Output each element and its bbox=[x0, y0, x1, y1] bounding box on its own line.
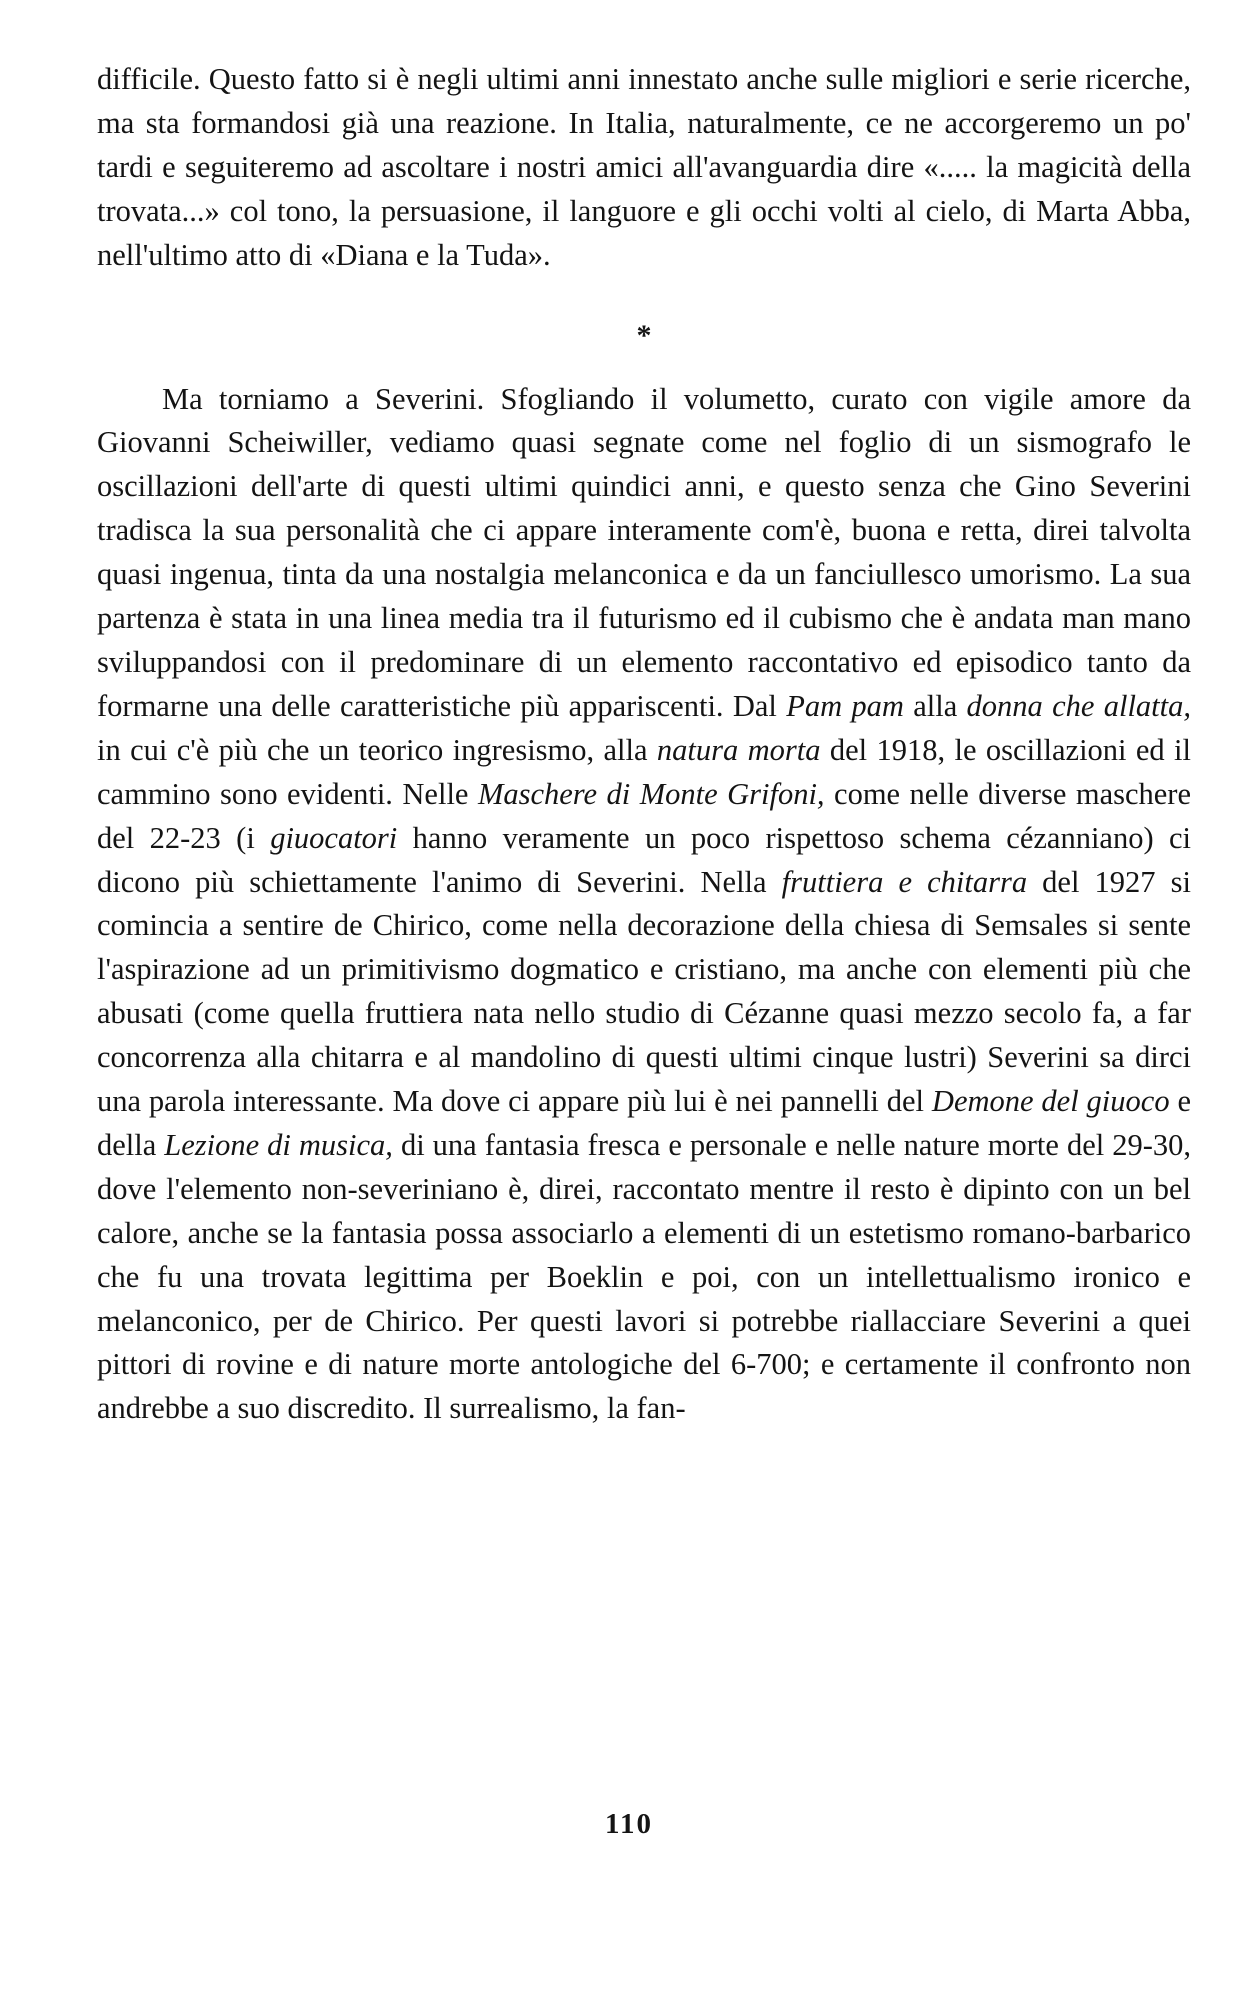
text-run: alla bbox=[903, 688, 967, 723]
artwork-title: Demone del giuoco bbox=[931, 1084, 1170, 1119]
paragraph-1: difficile. Questo fatto si è negli ultimi anni innestato anche sulle migliori e serie ricerche, ma sta formandosi già una reazione. In Italia, naturalmente, ce ne accorgeremo un po' tardi e seguiteremo ad ascoltare i nostri amici all'avanguardia dire «..... la magicità della trovata...» col tono, la persuasione, il languore e gli occhi volti al cielo, di Marta Abba, nell'ultimo atto di «Diana e la Tuda». bbox=[97, 62, 1191, 272]
page-number: 110 bbox=[605, 1808, 653, 1840]
artwork-title: Lezione di musica, bbox=[164, 1127, 393, 1162]
text-run: del 1918, le oscillazioni ed il cammino sono evidenti. Nelle bbox=[97, 732, 1191, 811]
artwork-title: natura morta bbox=[656, 732, 821, 767]
artwork-title: Pam pam bbox=[786, 688, 904, 723]
section-separator: * bbox=[636, 318, 652, 352]
text-run: Ma torniamo a Severini. Sfogliando il volumetto, curato con vigile amore da Giovanni Scheiwiller, vediamo quasi segnate come nel foglio di un sismografo le oscillazioni dell'arte di questi ultimi quindici anni, e questo senza che Gino Severini tradisca la sua personalità che ci appare interamente com'è, buona e retta, direi talvolta quasi ingenua, tinta da una nostalgia melanconica e da un fanciullesco umorismo. La sua partenza è stata in una linea media tra il futurismo ed il cubismo che è andata man mano sviluppandosi con il predominare di un elemento raccontativo ed episodico tanto da formarne una delle caratteristiche più appariscenti. Dal bbox=[97, 381, 1191, 723]
text-run: del 1927 si comincia a sentire de Chirico, come nella decorazione della chiesa di Semsales si sente l'aspirazione ad un primitivismo dogmatico e cristiano, ma anche con elementi più che abusati (come quella fruttiera nata nello studio di Cézanne quasi mezzo secolo fa, a far concorrenza alla chitarra e al mandolino di questi ultimi cinque lustri) Severini sa dirci una parola interessante. Ma dove ci appare più lui è nei pannelli del bbox=[97, 864, 1192, 1119]
paragraph-2 bbox=[97, 378, 1191, 1432]
text-run: e della bbox=[97, 1084, 1191, 1162]
text-run: di una fantasia fresca e personale e nelle nature morte del 29-30, dove l'elemento non-severiniano è, direi, raccontato mentre il resto è dipinto con un bel calore, anche se la fantasia possa associarlo a elementi di un estetismo romano-barbarico che fu una trovata legittima per Boeklin e poi, con un intellettualismo ironico e melanconico, per de Chirico. Per questi lavori si potrebbe riallacciare Severini a quei pittori di rovine e di nature morte antologiche del 6-700; e certamente il confronto non andrebbe a suo discredito. Il surrealismo, la fan- bbox=[97, 1127, 1191, 1426]
text-run: come nelle diverse maschere del 22-23 (i bbox=[97, 776, 1191, 855]
artwork-title: fruttiera e chitarra bbox=[781, 864, 1028, 899]
text-run: in cui c'è più che un teorico ingresismo, alla bbox=[97, 732, 657, 767]
artwork-title: donna che allatta, bbox=[966, 688, 1191, 723]
artwork-title: Maschere di Monte Grifoni, bbox=[477, 776, 825, 811]
page-body bbox=[97, 58, 1191, 1431]
text-run: hanno veramente un poco rispettoso schema cézanniano) ci dicono più schiettamente l'animo di Severini. Nella bbox=[97, 820, 1191, 899]
artwork-title: giuocatori bbox=[270, 820, 398, 855]
